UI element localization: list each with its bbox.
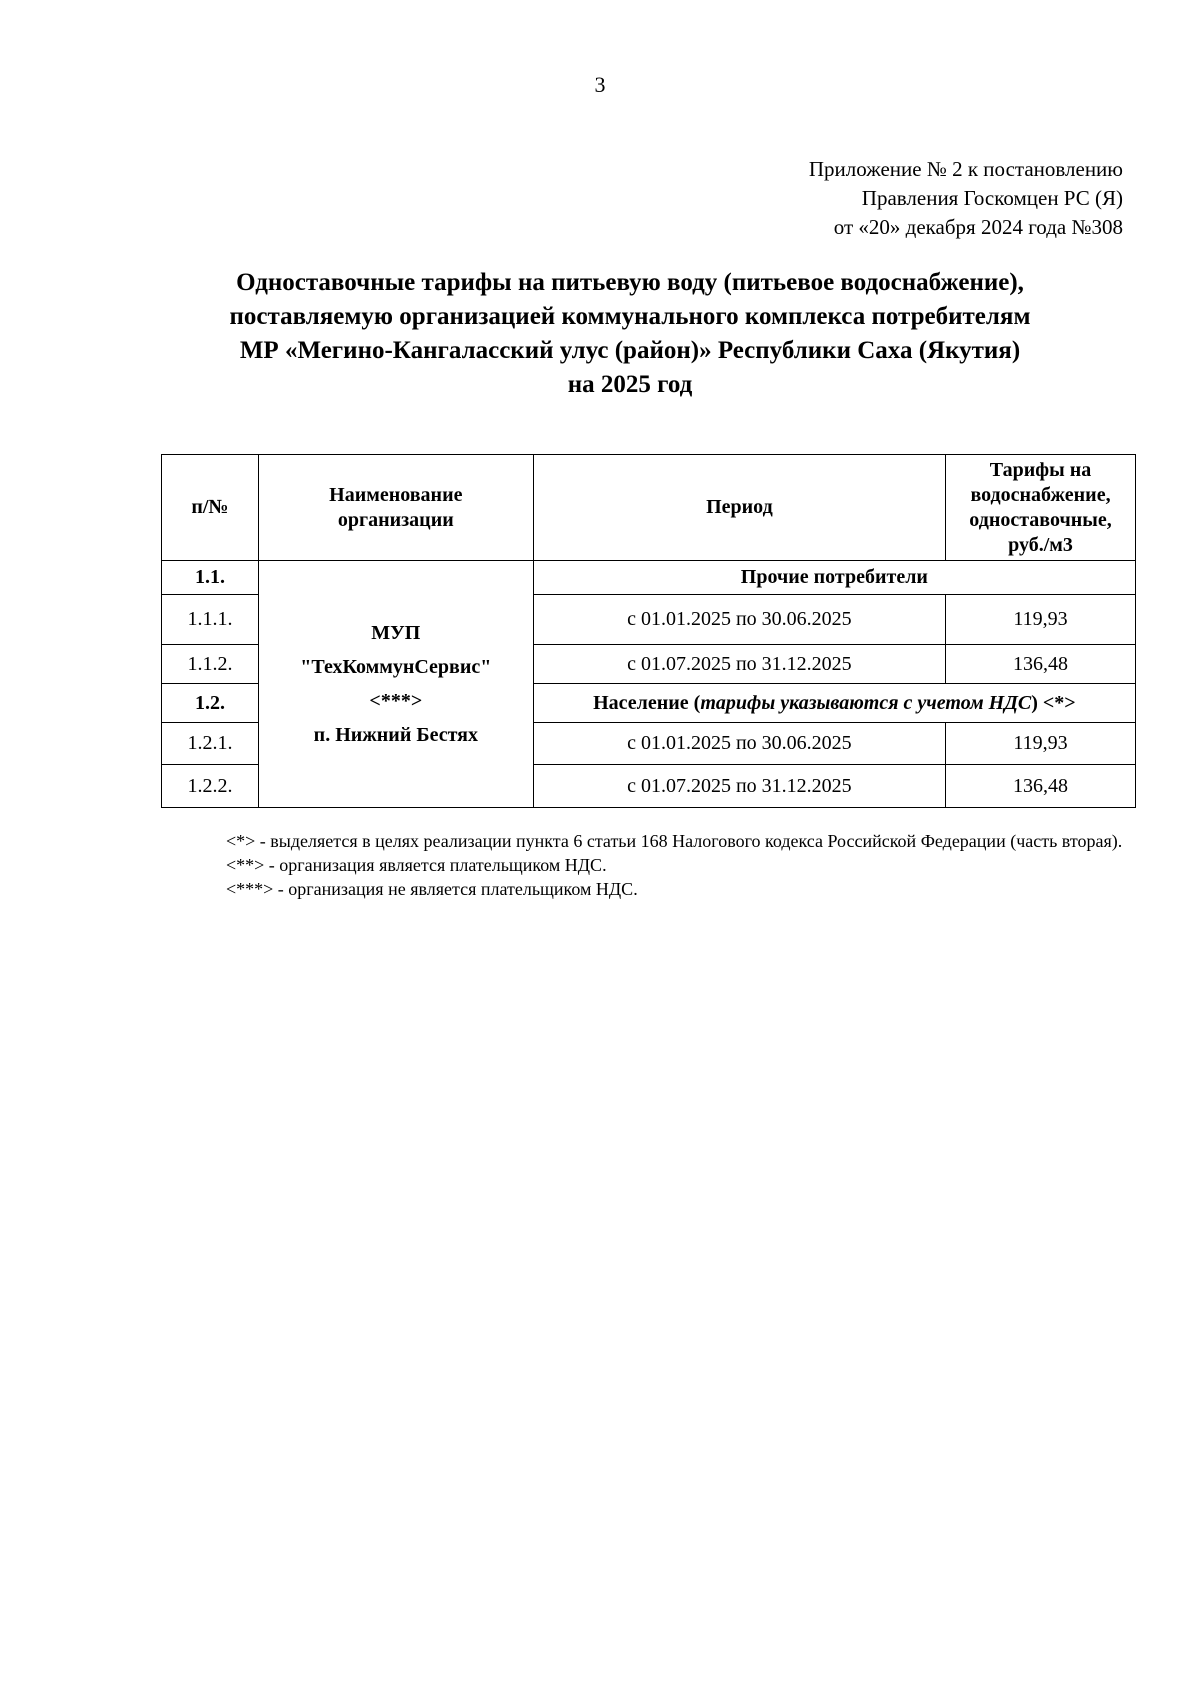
table-header-row	[162, 455, 1136, 561]
row-num: 1.2.1.	[162, 723, 259, 765]
row-num: 1.1.2.	[162, 645, 259, 684]
row-period: с 01.07.2025 по 31.12.2025	[533, 765, 945, 808]
footnote-1: <*> - выделяется в целях реализации пункта 6 статьи 168 Налогового кодекса Российской Федерации (часть вторая).	[226, 831, 1123, 851]
organization-line-2: "ТехКоммунСервис"	[300, 656, 492, 678]
group-label-2-start: Население (	[593, 691, 701, 714]
group-label-1: Прочие потребители	[533, 561, 1135, 595]
row-period: с 01.01.2025 по 30.06.2025	[533, 595, 945, 645]
header-period: Период	[533, 455, 945, 561]
row-tariff: 119,93	[946, 595, 1136, 645]
table-group-row	[162, 561, 1136, 595]
row-tariff: 119,93	[946, 723, 1136, 765]
appendix-line-3: от «20» декабря 2024 года №308	[833, 215, 1123, 239]
group-num-1: 1.1.	[162, 561, 259, 595]
group-num-2: 1.2.	[162, 684, 259, 723]
appendix-reference	[809, 155, 1123, 242]
row-num: 1.1.1.	[162, 595, 259, 645]
row-period: с 01.01.2025 по 30.06.2025	[533, 723, 945, 765]
footnote-3: <***> - организация не является плательщиком НДС.	[226, 879, 638, 899]
organization-line-3: <***>	[369, 690, 423, 712]
appendix-line-1: Приложение № 2 к постановлению	[808, 157, 1123, 181]
organization-line-4: п. Нижний Бестях	[313, 724, 478, 746]
header-tariff: Тарифы на водоснабжение, одноставочные, руб./м3	[946, 455, 1136, 561]
appendix-line-2: Правления Госкомцен РС (Я)	[861, 186, 1123, 210]
title-line-1: Одноставочные тарифы на питьевую воду (питьевое водоснабжение),	[236, 269, 1024, 296]
group-label-2	[533, 684, 1135, 723]
organization-line-1: МУП	[371, 622, 421, 644]
page-number: 3	[594, 72, 606, 97]
header-num: п/№	[162, 455, 259, 561]
row-tariff: 136,48	[946, 765, 1136, 808]
document-title	[150, 266, 1110, 402]
title-line-2: поставляемую организацией коммунального комплекса потребителям	[229, 303, 1031, 330]
organization-cell	[258, 561, 533, 808]
row-num: 1.2.2.	[162, 765, 259, 808]
group-label-2-end: ) <*>	[1031, 691, 1076, 714]
group-label-2-italic: тарифы указываются с учетом НДС	[700, 691, 1032, 714]
title-line-3: МР «Мегино-Кангаласский улус (район)» Республики Саха (Якутия)	[239, 337, 1021, 364]
tariff-table	[161, 454, 1136, 808]
header-organization: Наименование организации	[258, 455, 533, 561]
footnotes	[172, 829, 1124, 901]
footnote-2: <**> - организация является плательщиком НДС.	[226, 855, 607, 875]
row-period: с 01.07.2025 по 31.12.2025	[533, 645, 945, 684]
row-tariff: 136,48	[946, 645, 1136, 684]
title-line-4: на 2025 год	[567, 371, 693, 398]
